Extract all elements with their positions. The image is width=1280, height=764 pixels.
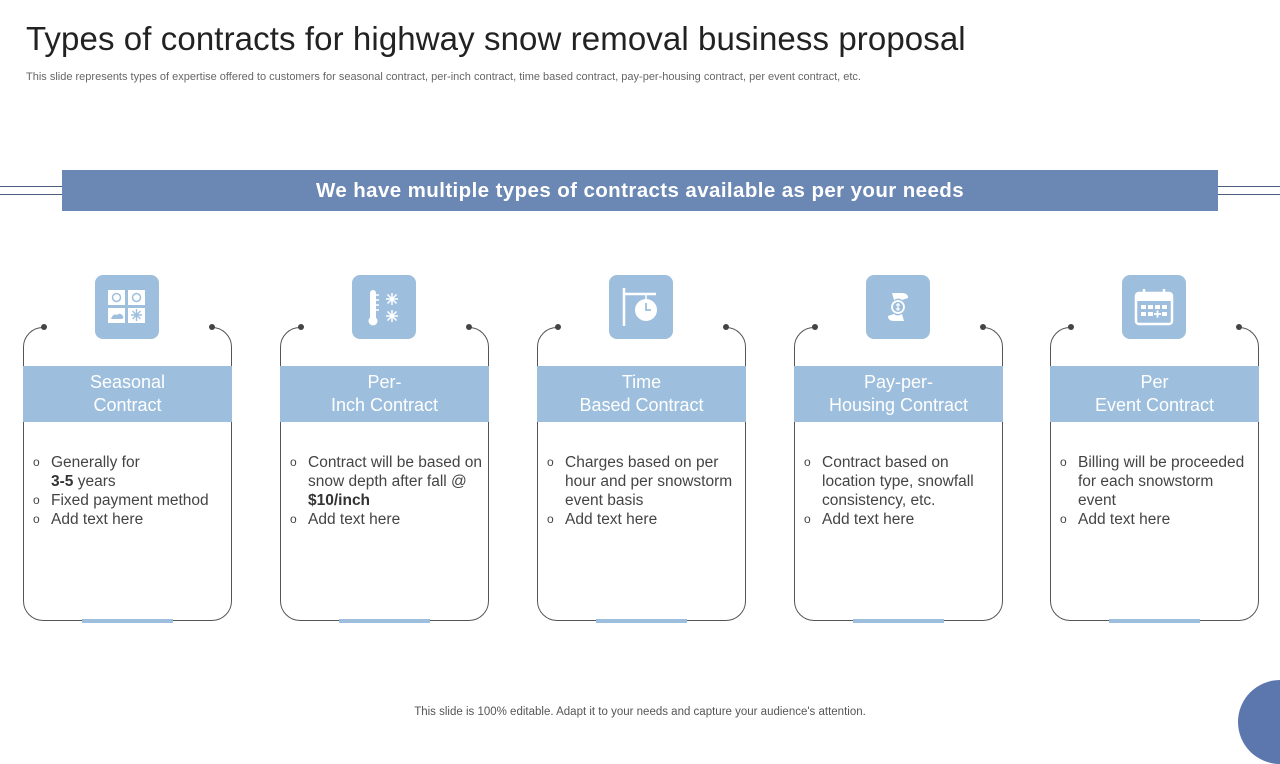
item-text: Add text here <box>822 511 915 528</box>
contract-card-per-inch <box>280 327 489 621</box>
banner-line-left-bottom <box>0 194 62 195</box>
list-item: o Charges based on per hour and per snowstorm event basis <box>547 454 733 509</box>
card-heading-line2: Based Contract <box>579 395 704 415</box>
card-heading-line2: Housing Contract <box>828 395 969 415</box>
card-bottom-bar <box>1109 619 1200 623</box>
item-text: Contract based on location type, snowfall consistency, etc. <box>822 454 974 509</box>
item-bold: $10/inch <box>308 492 371 509</box>
card-bullet-list <box>1060 453 1254 529</box>
contracts-banner: We have multiple types of contracts available as per your needs <box>62 170 1218 211</box>
item-text: Add text here <box>308 511 401 528</box>
list-item: o Add text here <box>290 511 401 528</box>
item-text-after: years <box>73 473 116 490</box>
card-heading-line1: Seasonal <box>89 372 166 392</box>
banner-line-left-top <box>0 186 62 187</box>
card-heading <box>280 366 489 422</box>
frame-dot-right <box>980 324 986 330</box>
list-item: o Billing will be proceeded for each snowstorm event <box>1060 454 1245 509</box>
item-text: Charges based on per hour and per snowstorm event basis <box>565 454 733 509</box>
frame-dot-left <box>298 324 304 330</box>
list-item: o Add text here <box>804 511 915 528</box>
item-text: Contract will be based on snow depth after fall @ <box>308 454 483 490</box>
frame-dot-right <box>1236 324 1242 330</box>
list-item: o Fixed payment method <box>33 492 209 509</box>
slide-title: Types of contracts for highway snow removal business proposal <box>26 20 966 57</box>
item-text: Billing will be proceeded for each snowstorm event <box>1078 454 1245 509</box>
card-heading-line2: Event Contract <box>1094 395 1215 415</box>
clock-sign-icon <box>609 275 673 339</box>
item-text: Add text here <box>565 511 658 528</box>
contract-card-seasonal <box>23 327 232 621</box>
frame-dot-left <box>41 324 47 330</box>
card-heading <box>1050 366 1259 422</box>
frame-dot-left <box>555 324 561 330</box>
frame-dot-right <box>466 324 472 330</box>
card-bottom-bar <box>853 619 944 623</box>
card-heading-line2: Inch Contract <box>330 395 439 415</box>
frame-dot-left <box>1068 324 1074 330</box>
banner-line-right-top <box>1218 186 1280 187</box>
card-bottom-bar <box>339 619 430 623</box>
weather-icons-icon <box>95 275 159 339</box>
card-heading-line1: Per- <box>367 372 402 392</box>
card-heading <box>794 366 1003 422</box>
list-item: o Add text here <box>547 511 658 528</box>
card-heading-line2: Contract <box>93 395 162 415</box>
contract-card-pay-per-housing <box>794 327 1003 621</box>
list-item: o Contract based on location type, snowfall consistency, etc. <box>804 454 974 509</box>
item-text: Generally for <box>51 454 140 471</box>
frame-dot-right <box>723 324 729 330</box>
card-heading-line1: Per <box>1140 372 1169 392</box>
item-text: Fixed payment method <box>51 492 209 509</box>
item-text: Add text here <box>51 511 144 528</box>
card-heading-line1: Time <box>621 372 662 392</box>
card-bullet-list <box>804 453 998 529</box>
card-bottom-bar <box>596 619 687 623</box>
contract-card-time-based <box>537 327 746 621</box>
card-bottom-bar <box>82 619 173 623</box>
list-item: o Contract will be based on snow depth after fall @ $10/inch <box>290 454 483 509</box>
footer-note: This slide is 100% editable. Adapt it to your needs and capture your audience's attention. <box>414 706 866 718</box>
banner-line-right-bottom <box>1218 194 1280 195</box>
item-text: Add text here <box>1078 511 1171 528</box>
card-bullet-list <box>290 453 484 529</box>
calendar-icon <box>1122 275 1186 339</box>
hands-money-icon <box>866 275 930 339</box>
thermometer-snowflake-icon <box>352 275 416 339</box>
list-item: o Generally for 3-5 years <box>33 454 140 490</box>
item-bold: 3-5 <box>51 473 74 490</box>
card-heading-line1: Pay-per- <box>863 372 934 392</box>
slide-subtitle: This slide represents types of expertise offered to customers for seasonal contract, per-inch contract, time based contract, pay-per-housing contract, per event contract, etc. <box>26 71 861 83</box>
frame-dot-left <box>812 324 818 330</box>
list-item: o Add text here <box>1060 511 1171 528</box>
corner-decoration <box>1238 680 1280 764</box>
card-heading <box>537 366 746 422</box>
contract-card-per-event <box>1050 327 1259 621</box>
card-bullet-list <box>33 453 227 529</box>
list-item: o Add text here <box>33 511 144 528</box>
card-heading <box>23 366 232 422</box>
card-bullet-list <box>547 453 741 529</box>
frame-dot-right <box>209 324 215 330</box>
